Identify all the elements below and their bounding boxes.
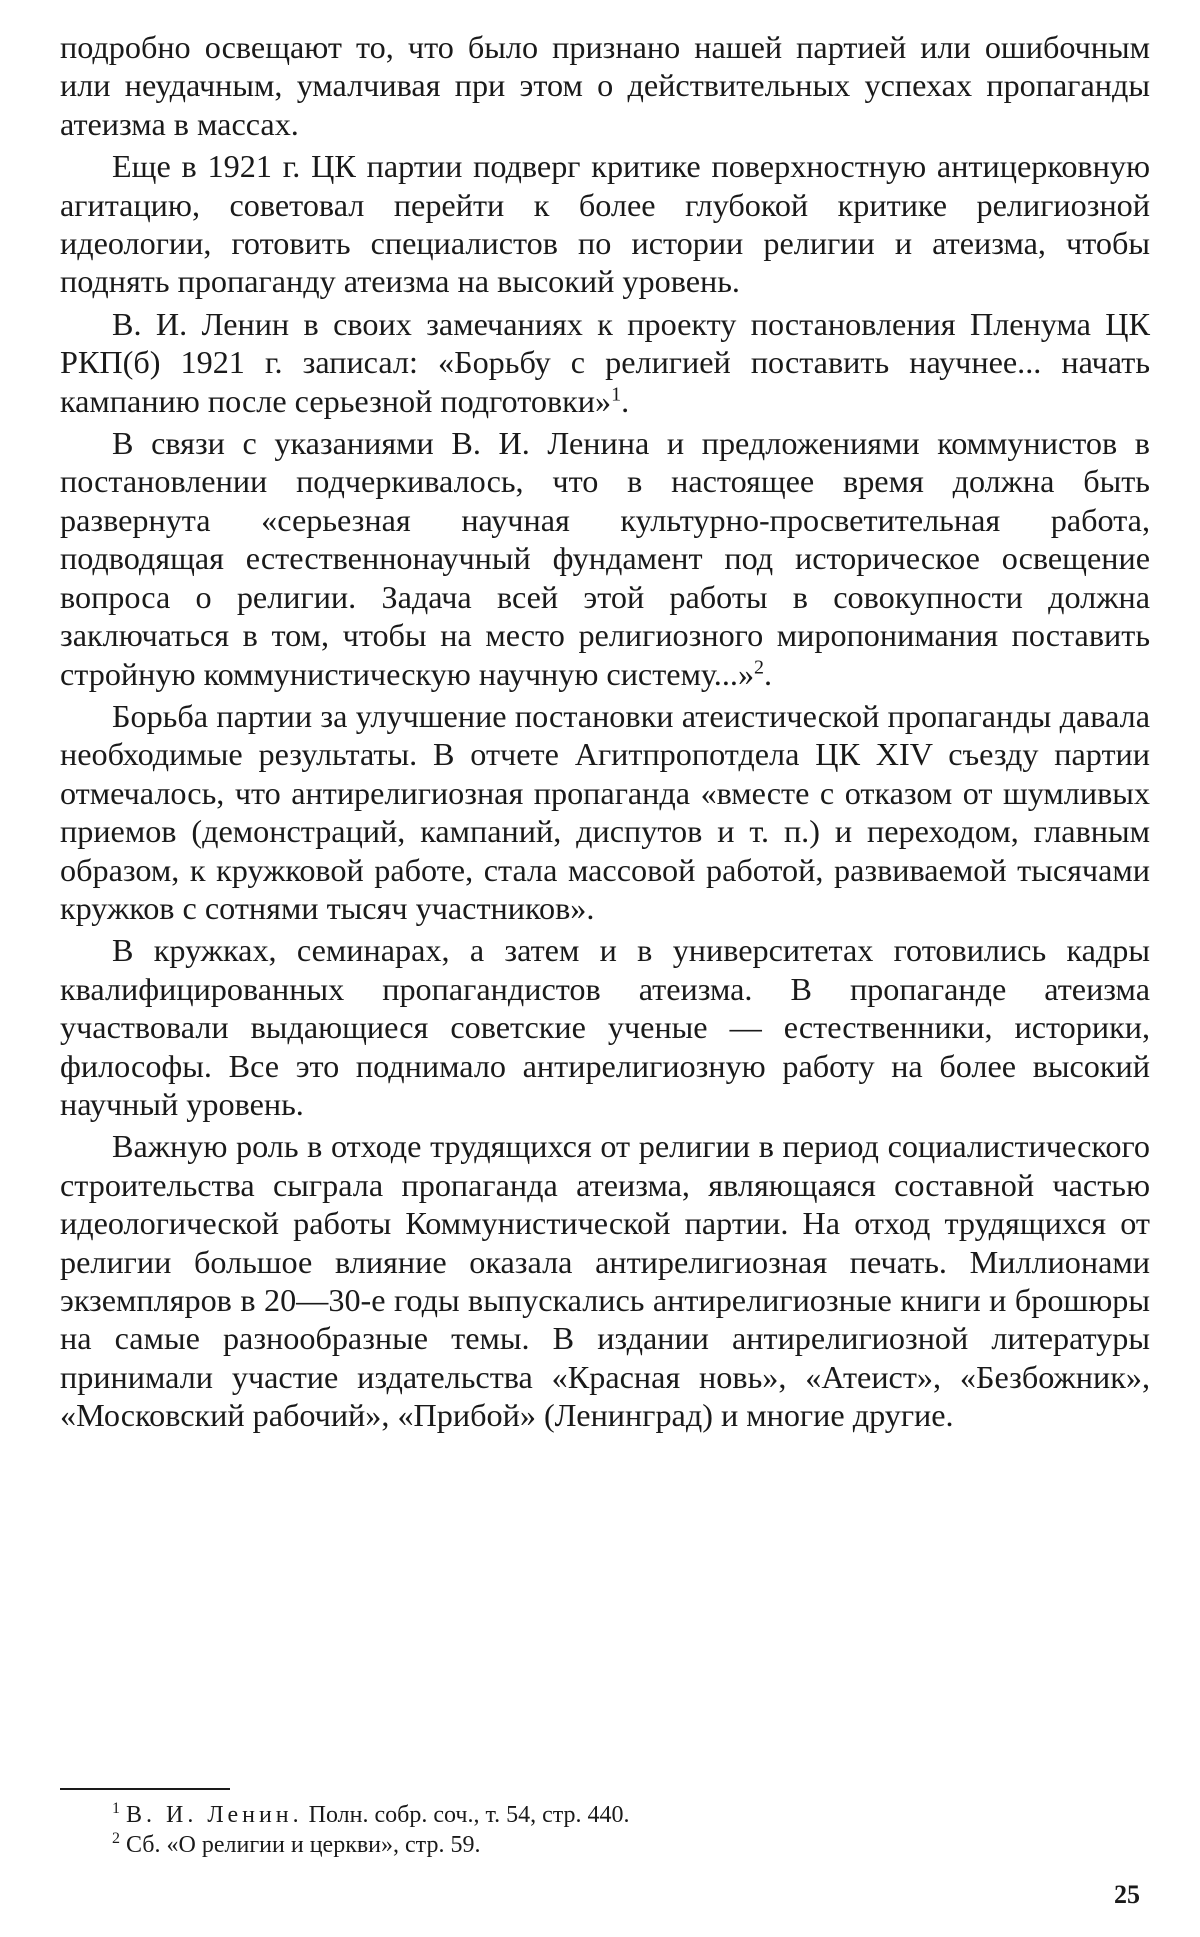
footnote-1-text: Полн. собр. соч., т. 54, стр. 440.	[308, 1802, 630, 1828]
paragraph-4	[60, 424, 1150, 693]
paragraph-2	[60, 147, 1150, 301]
paragraph-1	[60, 28, 1150, 143]
footnotes	[112, 1800, 1112, 1860]
footnote-1-mark: 1	[112, 1800, 120, 1817]
paragraph-5-text: Борьба партии за улучшение постановки атеистической пропаганды давала необходимые результаты. В отчете Агитпропотдела ЦК XIV съезду партии отмечалось, что антирелигиозная пропаганда «вместе с отказом от шумливых приемов (демонстраций, кампаний, диспутов и т. п.) и переходом, главным образом, к кружковой работе, стала массовой работой, развиваемой тысячами кружков с сотнями тысяч участников».	[60, 697, 1150, 926]
footnote-1-author: В. И. Ленин.	[126, 1802, 303, 1828]
footnote-divider	[60, 1788, 230, 1790]
footnote-ref-2: 2	[754, 655, 765, 678]
footnote-1	[112, 1800, 1112, 1830]
page-body	[60, 28, 1150, 1435]
footnote-2-text: Сб. «О религии и церкви», стр. 59.	[126, 1832, 481, 1858]
paragraph-3-tail: .	[621, 382, 630, 419]
main-text	[60, 28, 1150, 1435]
paragraph-1-text: подробно освещают то, что было признано нашей партией или ошибочным или неудачным, умалчивая при этом о действительных успехах пропаганды атеизма в массах.	[60, 29, 1150, 142]
paragraph-6	[60, 931, 1150, 1123]
paragraph-6-text: В кружках, семинарах, а затем и в университетах готовились кадры квалифицированных пропагандистов атеизма. В пропаганде атеизма участвовали выдающиеся советские ученые — естественники, историки, философы. Все это поднимало антирелигиозную работу на более высокий научный уровень.	[60, 932, 1150, 1122]
paragraph-7-text: Важную роль в отходе трудящихся от религии в период социалистического строительства сыграла пропаганда атеизма, являющаяся составной частью идеологической работы Коммунистической партии. На отход трудящихся от религии большое влияние оказала антирелигиозная печать. Миллионами экземпляров в 20—30-е годы выпускались антирелигиозные книги и брошюры на самые разнообразные темы. В издании антирелигиозной литературы принимали участие издательства «Красная новь», «Атеист», «Безбожник», «Московский рабочий», «Прибой» (Ленинград) и многие другие.	[60, 1128, 1150, 1434]
paragraph-4-tail: .	[764, 655, 773, 692]
page-number: 25	[1114, 1880, 1140, 1909]
paragraph-4-text: В связи с указаниями В. И. Ленина и предложениями коммунистов в постановлении подчеркивалось, что в настоящее время должна быть развернута «серьезная научная культурно-просветительная работа, подводящая естественнонаучный фундамент под историческое освещение вопроса о религии. Задача всей этой работы в совокупности должна заключаться в том, чтобы на место религиозного миропонимания поставить стройную коммунистическую научную систему...»	[60, 425, 1150, 692]
paragraph-7	[60, 1127, 1150, 1434]
paragraph-3	[60, 305, 1150, 420]
footnote-2-mark: 2	[112, 1830, 120, 1847]
footnote-ref-1: 1	[611, 382, 622, 405]
paragraph-3-text: В. И. Ленин в своих замечаниях к проекту постановления Пленума ЦК РКП(б) 1921 г. записал: «Борьбу с религией поставить научнее... начать кампанию после серьезной подготовки»	[60, 305, 1150, 419]
paragraph-5	[60, 697, 1150, 927]
paragraph-2-text: Еще в 1921 г. ЦК партии подверг критике поверхностную антицерковную агитацию, советовал перейти к более глубокой критике религиозной идеологии, готовить специалистов по истории религии и атеизма, чтобы поднять пропаганду атеизма на высокий уровень.	[60, 148, 1150, 300]
footnote-2	[112, 1830, 1112, 1860]
